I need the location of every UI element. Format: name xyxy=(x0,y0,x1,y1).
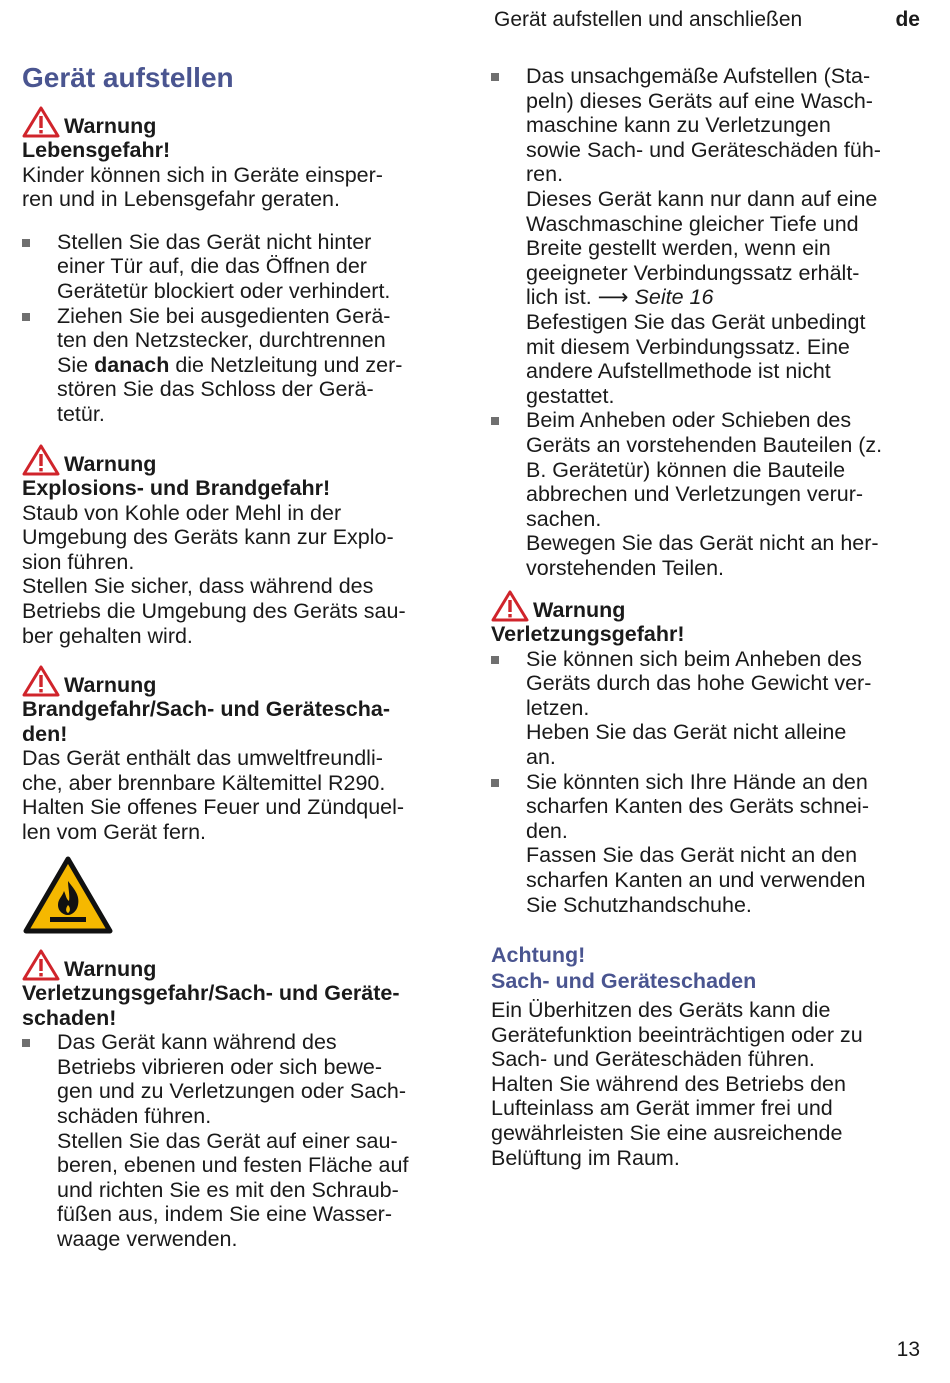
warning-label: Warnung xyxy=(64,957,157,981)
arrow-right-icon: ⟶ xyxy=(597,285,629,310)
warning-title: Verletzungsgefahr/Sach- und Geräte- schaden! xyxy=(22,981,400,1030)
warning-text: Kinder können sich in Geräte einsper- ren und in Lebensgefahr geraten. xyxy=(22,162,383,212)
list-item: Das Gerät kann während des Betriebs vibrieren oder sich bewe- gen und zu Verletzungen oder Sach- schäden führen. Stellen Sie das Gerät auf einer sau- beren, ebenen und festen Fläche auf und richten Sie es mit den Schraub- füßen aus, indem Sie eine Wasser- waage verwenden. xyxy=(22,1030,462,1251)
list-item: Ziehen Sie bei ausgedienten Gerä- ten den Netzstecker, durchtrennen Sie danach die Netzleitung und zer- stören Sie das Schloss der Gerä- tetür. xyxy=(22,304,462,427)
section-heading: Gerät aufstellen xyxy=(22,62,234,93)
list-item: Stellen Sie das Gerät nicht hinter einer Tür auf, die das Öffnen der Gerätetür blockiert oder verhindert. xyxy=(22,230,462,304)
bullet-square-icon xyxy=(22,313,30,321)
stacking-notes xyxy=(491,64,931,580)
warning-text: Staub von Kohle oder Mehl in der Umgebung des Geräts kann zur Explo- sion führen. Stellen Sie sicher, dass während des Betriebs die Umgebung des Geräts sau- ber gehalten wird. xyxy=(22,500,406,648)
bullet-square-icon xyxy=(491,417,499,425)
warning-block-explosion xyxy=(22,444,462,648)
warning-block-lifting xyxy=(491,590,931,917)
bullet-square-icon xyxy=(491,656,499,664)
caution-label: Achtung! xyxy=(491,943,586,967)
warning-block-injury-damage xyxy=(22,949,462,1252)
running-header: Gerät aufstellen und anschließen xyxy=(494,8,803,31)
list-item: Sie könnten sich Ihre Hände an den scharfen Kanten des Geräts schnei- den. Fassen Sie das Gerät nicht an den scharfen Kanten an und verwenden Sie Schutzhandschuhe. xyxy=(491,770,931,918)
bullet-square-icon xyxy=(22,239,30,247)
list-item: Sie können sich beim Anheben des Geräts durch das hohe Gewicht ver- letzen. Heben Sie das Gerät nicht alleine an. xyxy=(491,647,931,770)
caution-title: Sach- und Geräteschaden xyxy=(491,969,757,993)
warning-title: Explosions- und Brandgefahr! xyxy=(22,476,331,500)
caution-block xyxy=(491,942,931,1170)
warning-block-life xyxy=(22,106,462,427)
flammable-warning-icon xyxy=(22,855,114,935)
warning-text: Das Gerät enthält das umweltfreundli- che, aber brennbare Kältemittel R290. Halten Sie offenes Feuer und Zündquel- len vom Gerät fern. xyxy=(22,746,405,844)
warning-label: Warnung xyxy=(64,452,157,476)
caution-text: Ein Überhitzen des Geräts kann die Gerätefunktion beeinträchtigen oder zu Sach- und Geräteschäden führen. Halten Sie während des Betriebs den Lufteinlass am Gerät immer frei und gewährleisten Sie eine ausreichende Belüftung im Raum. xyxy=(491,998,863,1170)
bullet-square-icon xyxy=(491,73,499,81)
warning-title: Verletzungsgefahr! xyxy=(491,622,685,646)
page-number: 13 xyxy=(896,1338,920,1361)
warning-triangle-icon xyxy=(491,590,529,622)
list-item: Beim Anheben oder Schieben des Geräts an vorstehenden Bauteilen (z. B. Gerätetür) können die Bauteile abbrechen und Verletzungen verur- sachen. Bewegen Sie das Gerät nicht an her- vorstehenden Teilen. xyxy=(491,408,931,580)
warning-triangle-icon xyxy=(22,665,60,697)
bullet-square-icon xyxy=(22,1039,30,1047)
warning-label: Warnung xyxy=(64,114,157,138)
warning-label: Warnung xyxy=(64,673,157,697)
list-item: Das unsachgemäße Aufstellen (Sta- peln) dieses Geräts auf eine Wasch- maschine kann zu Verletzungen sowie Sach- und Geräteschäden füh- ren. Dieses Gerät kann nur dann auf eine Waschmaschine gleicher Tiefe und Breite gestellt werden, wenn ein geeigneter Verbindungssatz erhält- lich ist. ⟶ Seite 16 Befestigen Sie das Gerät unbedingt mit diesem Verbindungssatz. Eine andere Aufstellmethode ist nicht gestattet. xyxy=(491,64,931,408)
warning-triangle-icon xyxy=(22,106,60,138)
warning-label: Warnung xyxy=(533,598,626,622)
warning-block-fire xyxy=(22,665,462,845)
warning-triangle-icon xyxy=(22,949,60,981)
bullet-square-icon xyxy=(491,779,499,787)
language-code: de xyxy=(895,8,920,31)
page-reference-link[interactable]: Seite 16 xyxy=(634,285,714,310)
warning-title: Lebensgefahr! xyxy=(22,138,171,162)
warning-triangle-icon xyxy=(22,444,60,476)
warning-title: Brandgefahr/Sach- und Gerätescha- den! xyxy=(22,697,390,746)
